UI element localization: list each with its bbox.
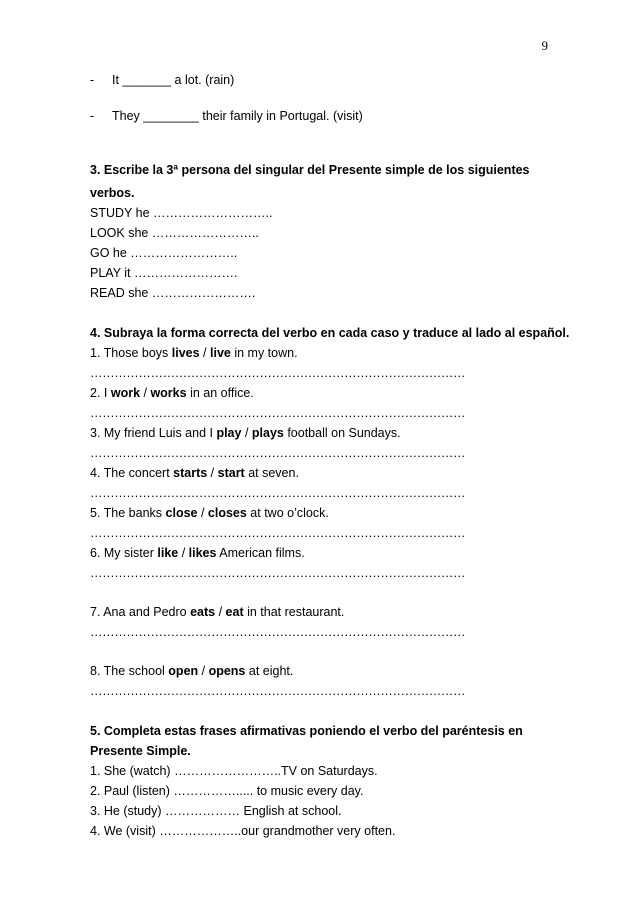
sentence-end: in an office. <box>186 386 254 400</box>
fill-in-sentence: 2. Paul (listen) ……………..... to music every day. <box>90 784 364 798</box>
dash-item-text: They ________ their family in Portugal. (visit) <box>112 109 363 123</box>
exercise-sentence <box>90 503 560 523</box>
page-number: 9 <box>541 38 548 53</box>
option-separator: / <box>207 466 218 480</box>
section-3-heading-cont: verbos. <box>90 186 135 200</box>
verb-item: PLAY it ……………………. <box>90 266 238 280</box>
option-separator: / <box>241 426 252 440</box>
dash-marker: - <box>90 109 95 123</box>
sentence-start: 8. The school <box>90 664 169 678</box>
verb-item: READ she ……………………. <box>90 286 256 300</box>
option-separator: / <box>140 386 151 400</box>
exercise-sentence <box>90 423 560 443</box>
verb-option-1[interactable]: open <box>168 664 199 678</box>
section-5-heading-cont: Presente Simple. <box>90 744 191 758</box>
verb-item: GO he …………………….. <box>90 246 238 260</box>
section-3-heading: 3. Escribe la 3ª persona del singular del Presente simple de los siguientes <box>90 163 530 177</box>
answer-line[interactable]: ………………………………………………………………………………… <box>90 446 466 460</box>
verb-option-2[interactable]: live <box>210 346 231 360</box>
verb-option-1[interactable]: like <box>157 546 179 560</box>
verb-option-1[interactable]: starts <box>173 466 208 480</box>
verb-option-1[interactable]: eats <box>190 605 216 619</box>
fill-in-sentence: 4. We (visit) ………………..our grandmother very often. <box>90 824 396 838</box>
answer-line[interactable]: ………………………………………………………………………………… <box>90 566 466 580</box>
sentence-end: in that restaurant. <box>243 605 345 619</box>
verb-option-1[interactable]: lives <box>171 346 200 360</box>
verb-option-2[interactable]: works <box>150 386 187 400</box>
answer-line[interactable]: ………………………………………………………………………………… <box>90 366 466 380</box>
sentence-start: 6. My sister <box>90 546 158 560</box>
spacer <box>90 90 560 106</box>
verb-option-2[interactable]: plays <box>251 426 284 440</box>
exercise-sentence <box>90 463 560 483</box>
option-separator: / <box>215 605 226 619</box>
option-separator: / <box>199 346 210 360</box>
exercise-sentence <box>90 343 560 363</box>
exercise-sentence <box>90 602 560 622</box>
verb-option-2[interactable]: start <box>217 466 245 480</box>
sentence-end: at two o’clock. <box>246 506 329 520</box>
sentence-start: 1. Those boys <box>90 346 172 360</box>
answer-line[interactable]: ………………………………………………………………………………… <box>90 684 466 698</box>
option-separator: / <box>198 664 209 678</box>
dash-item <box>90 70 560 90</box>
verb-option-2[interactable]: likes <box>188 546 217 560</box>
sentence-start: 4. The concert <box>90 466 174 480</box>
fill-in-sentence: 3. He (study) ……………… English at school. <box>90 804 342 818</box>
section-5-heading: 5. Completa estas frases afirmativas poniendo el verbo del paréntesis en <box>90 724 523 738</box>
verb-option-2[interactable]: opens <box>208 664 246 678</box>
sentence-end: at eight. <box>245 664 294 678</box>
sentence-end: at seven. <box>244 466 299 480</box>
exercise-sentence <box>90 543 560 563</box>
sentence-end: football on Sundays. <box>283 426 401 440</box>
sentence-end: in my town. <box>230 346 298 360</box>
verb-option-1[interactable]: close <box>165 506 198 520</box>
spacer <box>90 642 560 661</box>
spacer <box>90 701 560 721</box>
sentence-start: 3. My friend Luis and I <box>90 426 217 440</box>
option-separator: / <box>178 546 189 560</box>
verb-option-2[interactable]: eat <box>225 605 244 619</box>
answer-line[interactable]: ………………………………………………………………………………… <box>90 486 466 500</box>
dash-marker: - <box>90 73 95 87</box>
spacer <box>90 126 560 145</box>
spacer <box>90 583 560 602</box>
verb-option-1[interactable]: work <box>110 386 141 400</box>
answer-line[interactable]: ………………………………………………………………………………… <box>90 526 466 540</box>
spacer <box>90 303 560 323</box>
sentence-start: 7. Ana and Pedro <box>90 605 191 619</box>
verb-option-1[interactable]: play <box>216 426 242 440</box>
dash-item-text: It _______ a lot. (rain) <box>112 73 235 87</box>
section-4-heading: 4. Subraya la forma correcta del verbo en cada caso y traduce al lado al español. <box>90 326 570 340</box>
dash-item <box>90 106 560 126</box>
answer-line[interactable]: ………………………………………………………………………………… <box>90 625 466 639</box>
sentence-start: 5. The banks <box>90 506 166 520</box>
option-separator: / <box>197 506 208 520</box>
sentence-start: 2. I <box>90 386 111 400</box>
worksheet-content <box>90 70 570 841</box>
verb-item: LOOK she …………………….. <box>90 226 259 240</box>
sentence-end: American films. <box>216 546 305 560</box>
answer-line[interactable]: ………………………………………………………………………………… <box>90 406 466 420</box>
exercise-sentence <box>90 383 560 403</box>
verb-item: STUDY he ……………………….. <box>90 206 273 220</box>
exercise-sentence <box>90 661 560 681</box>
verb-option-2[interactable]: closes <box>207 506 247 520</box>
fill-in-sentence: 1. She (watch) ……………………..TV on Saturdays. <box>90 764 378 778</box>
